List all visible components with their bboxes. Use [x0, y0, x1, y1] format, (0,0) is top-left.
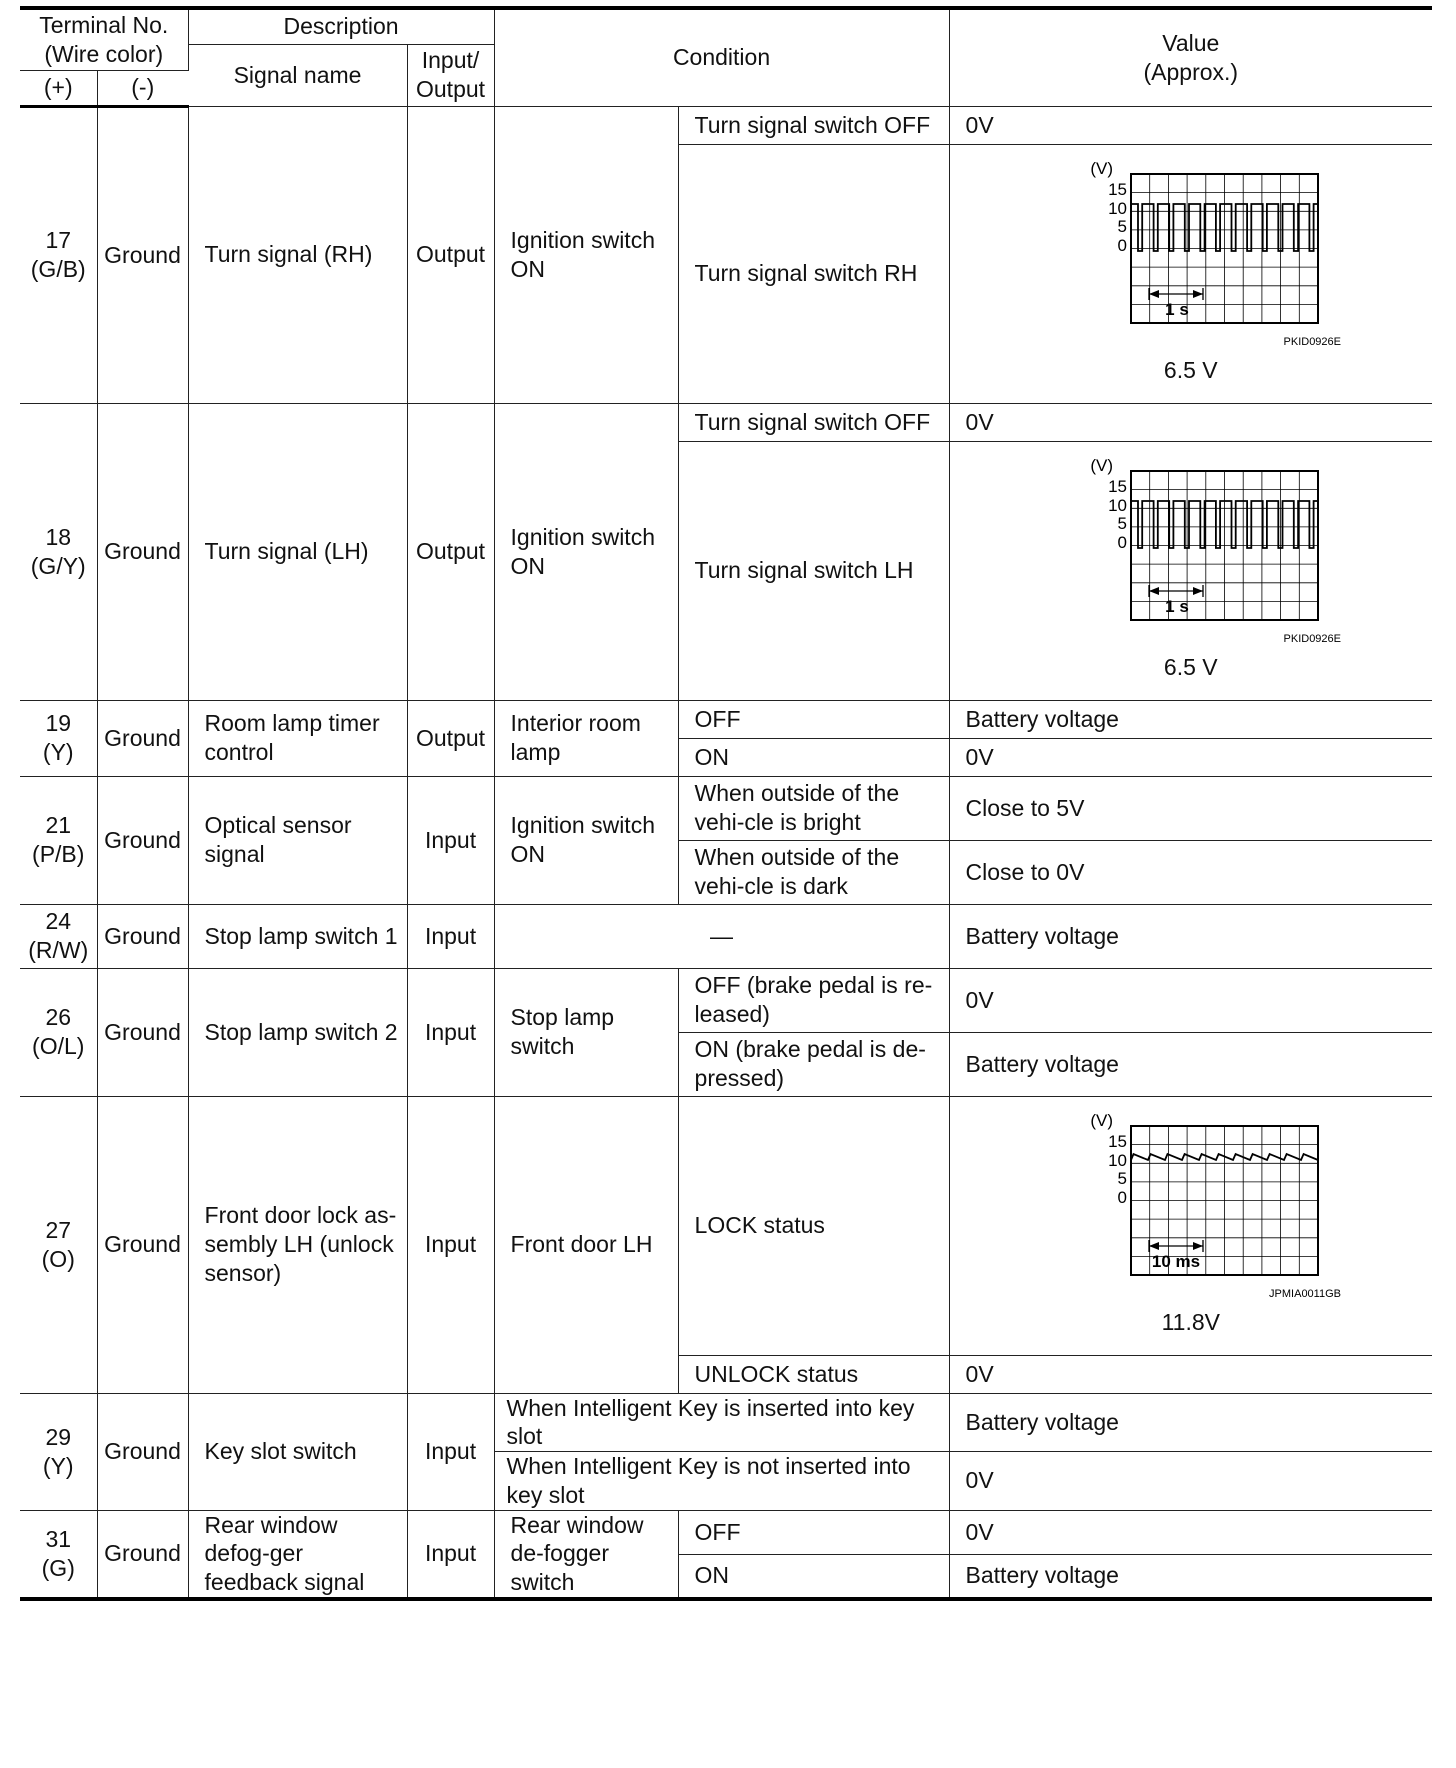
table-row	[20, 1096, 1432, 1355]
table-row	[20, 776, 1432, 840]
value-cell: Battery voltage	[949, 1032, 1432, 1096]
io-cell: Input	[407, 968, 494, 1096]
table-row	[20, 700, 1432, 738]
io-cell: Output	[407, 700, 494, 776]
sub-condition-cell: ON	[678, 1554, 949, 1598]
ground-cell: Ground	[97, 1096, 188, 1393]
condition-cell: Ignition switch ON	[494, 106, 678, 403]
header-signal-name: Signal name	[188, 44, 407, 106]
waveform-18	[1041, 459, 1341, 651]
condition-cell: —	[494, 904, 949, 968]
signal-name-cell: Optical sensor signal	[188, 776, 407, 904]
value-waveform-cell	[949, 441, 1432, 700]
table-row	[20, 1393, 1432, 1452]
header-input-output: Input/ Output	[407, 44, 494, 106]
io-cell: Output	[407, 403, 494, 700]
sub-condition-cell: Turn signal switch OFF	[678, 106, 949, 144]
sub-condition-cell: LOCK status	[678, 1096, 949, 1355]
value-cell: 0V	[949, 106, 1432, 144]
svg-text:0: 0	[1117, 533, 1127, 553]
svg-text:10: 10	[1107, 1151, 1127, 1171]
sub-condition-cell: ON (brake pedal is de-pressed)	[678, 1032, 949, 1096]
svg-text:PKID0926E: PKID0926E	[1283, 633, 1341, 646]
signal-name-cell: Stop lamp switch 1	[188, 904, 407, 968]
table-row	[20, 904, 1432, 968]
sub-condition-cell: OFF	[678, 700, 949, 738]
header-value: Value (Approx.)	[949, 8, 1432, 106]
svg-text:15: 15	[1107, 180, 1127, 200]
value-cell: Close to 5V	[949, 776, 1432, 840]
svg-text:(V): (V)	[1090, 162, 1113, 179]
waveform-value: 11.8V	[1161, 1309, 1220, 1336]
sub-condition-cell: Turn signal switch OFF	[678, 403, 949, 441]
value-cell: 0V	[949, 403, 1432, 441]
value-cell: Battery voltage	[949, 1393, 1432, 1452]
svg-text:10: 10	[1107, 496, 1127, 516]
condition-cell: Interior room lamp	[494, 700, 678, 776]
io-cell: Input	[407, 1510, 494, 1599]
value-cell: 0V	[949, 1355, 1432, 1393]
terminal-table	[20, 6, 1432, 1601]
value-cell: 0V	[949, 968, 1432, 1032]
condition-cell: When Intelligent Key is not inserted into key slot	[494, 1452, 949, 1511]
svg-text:15: 15	[1107, 477, 1127, 497]
header-terminal-no: Terminal No. (Wire color)	[20, 8, 188, 70]
signal-name-cell: Turn signal (LH)	[188, 403, 407, 700]
value-cell: Battery voltage	[949, 1554, 1432, 1598]
signal-name-cell: Room lamp timer control	[188, 700, 407, 776]
value-cell: Battery voltage	[949, 700, 1432, 738]
sub-condition-cell: OFF (brake pedal is re-leased)	[678, 968, 949, 1032]
svg-text:10 ms: 10 ms	[1151, 1252, 1200, 1272]
io-cell: Output	[407, 106, 494, 403]
svg-text:PKID0926E: PKID0926E	[1283, 336, 1341, 349]
terminal-cell: 18 (G/Y)	[20, 403, 97, 700]
sub-condition-cell: ON	[678, 738, 949, 776]
terminal-cell: 29 (Y)	[20, 1393, 97, 1510]
io-cell: Input	[407, 904, 494, 968]
svg-text:1 s: 1 s	[1164, 597, 1189, 617]
svg-text:JPMIA0011GB: JPMIA0011GB	[1268, 1288, 1341, 1301]
ground-cell: Ground	[97, 1510, 188, 1599]
svg-text:5: 5	[1117, 217, 1127, 237]
sub-condition-cell: Turn signal switch LH	[678, 441, 949, 700]
io-cell: Input	[407, 1096, 494, 1393]
ground-cell: Ground	[97, 776, 188, 904]
ground-cell: Ground	[97, 1393, 188, 1510]
condition-cell: Ignition switch ON	[494, 776, 678, 904]
value-cell: 0V	[949, 1510, 1432, 1554]
terminal-cell: 24 (R/W)	[20, 904, 97, 968]
signal-name-cell: Rear window defog-ger feedback signal	[188, 1510, 407, 1599]
terminal-cell: 26 (O/L)	[20, 968, 97, 1096]
terminal-cell: 31 (G)	[20, 1510, 97, 1599]
terminal-cell: 27 (O)	[20, 1096, 97, 1393]
terminal-cell: 17 (G/B)	[20, 106, 97, 403]
svg-text:5: 5	[1117, 514, 1127, 534]
signal-name-cell: Key slot switch	[188, 1393, 407, 1510]
svg-text:0: 0	[1117, 236, 1127, 256]
condition-cell: Ignition switch ON	[494, 403, 678, 700]
header-description: Description	[188, 8, 494, 44]
table-row	[20, 403, 1432, 441]
io-cell: Input	[407, 776, 494, 904]
sub-condition-cell: UNLOCK status	[678, 1355, 949, 1393]
svg-text:(V): (V)	[1090, 459, 1113, 476]
table-row	[20, 106, 1432, 144]
value-cell: Close to 0V	[949, 840, 1432, 904]
table-row	[20, 1510, 1432, 1554]
svg-text:(V): (V)	[1090, 1114, 1113, 1131]
signal-name-cell: Stop lamp switch 2	[188, 968, 407, 1096]
value-cell: Battery voltage	[949, 904, 1432, 968]
condition-cell: Rear window de-fogger switch	[494, 1510, 678, 1599]
ground-cell: Ground	[97, 904, 188, 968]
terminal-cell: 21 (P/B)	[20, 776, 97, 904]
condition-cell: When Intelligent Key is inserted into key slot	[494, 1393, 949, 1452]
sub-condition-cell: When outside of the vehi-cle is dark	[678, 840, 949, 904]
header-condition: Condition	[494, 8, 949, 106]
waveform-value: 6.5 V	[1163, 654, 1218, 681]
io-cell: Input	[407, 1393, 494, 1510]
ground-cell: Ground	[97, 700, 188, 776]
table-row	[20, 968, 1432, 1032]
value-waveform-cell	[949, 144, 1432, 403]
header-minus: (-)	[97, 70, 188, 106]
ground-cell: Ground	[97, 403, 188, 700]
waveform-27	[1041, 1114, 1341, 1306]
condition-cell: Front door LH	[494, 1096, 678, 1393]
ground-cell: Ground	[97, 106, 188, 403]
header-plus: (+)	[20, 70, 97, 106]
value-waveform-cell	[949, 1096, 1432, 1355]
svg-text:10: 10	[1107, 199, 1127, 219]
value-cell: 0V	[949, 738, 1432, 776]
svg-text:15: 15	[1107, 1132, 1127, 1152]
sub-condition-cell: Turn signal switch RH	[678, 144, 949, 403]
condition-cell: Stop lamp switch	[494, 968, 678, 1096]
signal-name-cell: Turn signal (RH)	[188, 106, 407, 403]
terminal-cell: 19 (Y)	[20, 700, 97, 776]
svg-text:1 s: 1 s	[1164, 300, 1189, 320]
svg-text:5: 5	[1117, 1169, 1127, 1189]
waveform-17	[1041, 162, 1341, 354]
sub-condition-cell: OFF	[678, 1510, 949, 1554]
value-cell: 0V	[949, 1452, 1432, 1511]
waveform-value: 6.5 V	[1163, 357, 1218, 384]
signal-name-cell: Front door lock as-sembly LH (unlock sensor)	[188, 1096, 407, 1393]
sub-condition-cell: When outside of the vehi-cle is bright	[678, 776, 949, 840]
svg-text:0: 0	[1117, 1188, 1127, 1208]
ground-cell: Ground	[97, 968, 188, 1096]
